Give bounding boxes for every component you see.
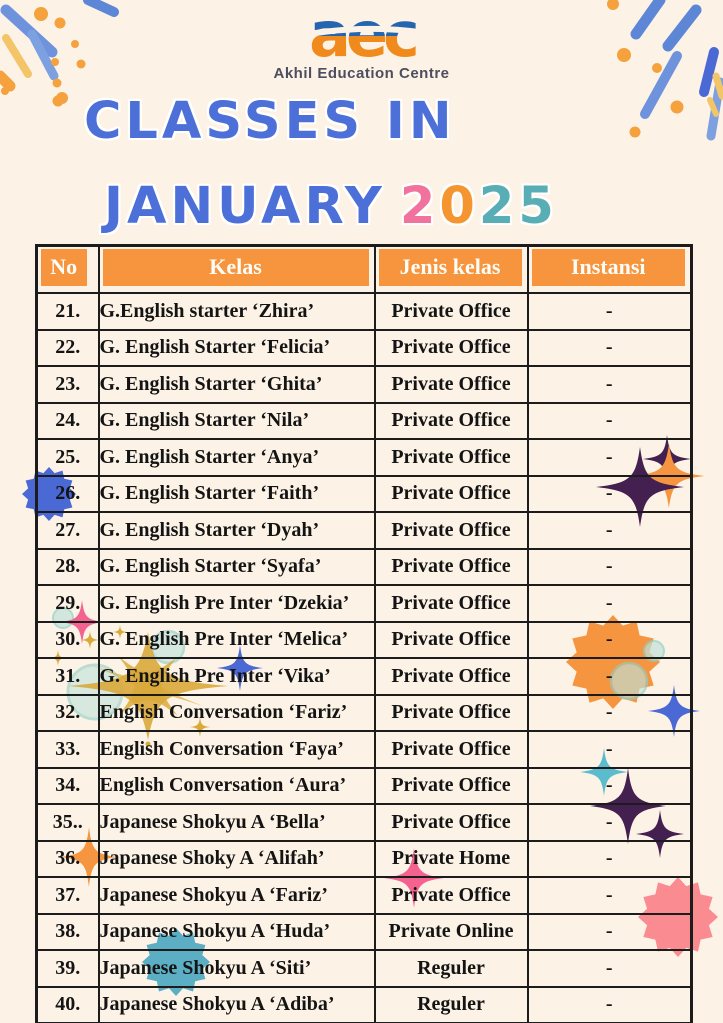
table-row <box>37 695 692 732</box>
svg-text:aec: aec <box>308 4 415 66</box>
table-row <box>37 841 692 878</box>
table-row <box>37 804 692 841</box>
table-row <box>37 877 692 914</box>
cell-jenis-kelas: Private Online <box>375 914 528 951</box>
cell-instansi: - <box>528 403 692 440</box>
cell-no: 34. <box>37 768 99 805</box>
cell-kelas: G. English Pre Inter ‘Vika’ <box>99 658 375 695</box>
table-row <box>37 914 692 951</box>
col-header-kelas: Kelas <box>99 246 375 294</box>
cell-no: 31. <box>37 658 99 695</box>
class-table-container <box>35 244 693 1023</box>
cell-kelas: English Conversation ‘Aura’ <box>99 768 375 805</box>
cell-jenis-kelas: Private Office <box>375 695 528 732</box>
table-row <box>37 987 692 1023</box>
table-row <box>37 622 692 659</box>
title-month: JANUARY <box>104 177 386 236</box>
title-line-1: CLASSES IN <box>84 92 456 151</box>
cell-instansi: - <box>528 768 692 805</box>
cell-instansi: - <box>528 439 692 476</box>
cell-no: 28. <box>37 549 99 586</box>
table-row <box>37 512 692 549</box>
cell-jenis-kelas: Private Office <box>375 330 528 367</box>
table-row <box>37 731 692 768</box>
cell-instansi: - <box>528 950 692 987</box>
cell-kelas: G. English Starter ‘Nila’ <box>99 403 375 440</box>
cell-kelas: G. English Starter ‘Ghita’ <box>99 366 375 403</box>
table-row <box>37 366 692 403</box>
cell-instansi: - <box>528 731 692 768</box>
cell-no: 21. <box>37 293 99 330</box>
cell-jenis-kelas: Private Office <box>375 439 528 476</box>
cell-kelas: G. English Pre Inter ‘Melica’ <box>99 622 375 659</box>
cell-no: 35.. <box>37 804 99 841</box>
page-title <box>0 92 723 236</box>
col-header-instansi: Instansi <box>528 246 692 294</box>
table-row <box>37 330 692 367</box>
table-header-row <box>37 246 692 294</box>
table-row <box>37 950 692 987</box>
cell-instansi: - <box>528 512 692 549</box>
cell-no: 29. <box>37 585 99 622</box>
cell-instansi: - <box>528 585 692 622</box>
cell-instansi: - <box>528 695 692 732</box>
cell-no: 38. <box>37 914 99 951</box>
cell-instansi: - <box>528 293 692 330</box>
logo-text: Akhil Education Centre <box>273 65 450 82</box>
cell-kelas: Japanese Shokyu A ‘Siti’ <box>99 950 375 987</box>
cell-kelas: English Conversation ‘Faya’ <box>99 731 375 768</box>
cell-no: 25. <box>37 439 99 476</box>
cell-instansi: - <box>528 841 692 878</box>
cell-jenis-kelas: Private Office <box>375 877 528 914</box>
cell-no: 39. <box>37 950 99 987</box>
cell-kelas: G. English Starter ‘Syafa’ <box>99 549 375 586</box>
table-row <box>37 439 692 476</box>
cell-no: 23. <box>37 366 99 403</box>
cell-jenis-kelas: Private Office <box>375 658 528 695</box>
cell-jenis-kelas: Private Office <box>375 768 528 805</box>
cell-kelas: G. English Starter ‘Felicia’ <box>99 330 375 367</box>
cell-kelas: G.English starter ‘Zhira’ <box>99 293 375 330</box>
cell-kelas: G. English Starter ‘Dyah’ <box>99 512 375 549</box>
cell-instansi: - <box>528 877 692 914</box>
class-table-body <box>37 293 692 1023</box>
cell-instansi: - <box>528 622 692 659</box>
table-row <box>37 293 692 330</box>
cell-jenis-kelas: Private Office <box>375 293 528 330</box>
cell-instansi: - <box>528 804 692 841</box>
cell-kelas: G. English Starter ‘Faith’ <box>99 476 375 513</box>
cell-no: 22. <box>37 330 99 367</box>
table-row <box>37 768 692 805</box>
cell-jenis-kelas: Reguler <box>375 987 528 1023</box>
cell-instansi: - <box>528 330 692 367</box>
cell-jenis-kelas: Private Office <box>375 731 528 768</box>
cell-jenis-kelas: Private Office <box>375 585 528 622</box>
table-row <box>37 549 692 586</box>
cell-jenis-kelas: Private Home <box>375 841 528 878</box>
cell-kelas: Japanese Shokyu A ‘Adiba’ <box>99 987 375 1023</box>
cell-instansi: - <box>528 476 692 513</box>
cell-kelas: G. English Starter ‘Anya’ <box>99 439 375 476</box>
cell-kelas: Japanese Shokyu A ‘Bella’ <box>99 804 375 841</box>
cell-kelas: Japanese Shoky A ‘Alifah’ <box>99 841 375 878</box>
col-header-no: No <box>37 246 99 294</box>
cell-no: 27. <box>37 512 99 549</box>
cell-jenis-kelas: Private Office <box>375 622 528 659</box>
cell-jenis-kelas: Reguler <box>375 950 528 987</box>
table-row <box>37 476 692 513</box>
class-table <box>35 244 693 1023</box>
cell-no: 32. <box>37 695 99 732</box>
cell-jenis-kelas: Private Office <box>375 512 528 549</box>
cell-kelas: English Conversation ‘Fariz’ <box>99 695 375 732</box>
title-line-2 <box>104 177 723 236</box>
cell-instansi: - <box>528 658 692 695</box>
cell-no: 33. <box>37 731 99 768</box>
table-row <box>37 585 692 622</box>
cell-jenis-kelas: Private Office <box>375 804 528 841</box>
cell-kelas: G. English Pre Inter ‘Dzekia’ <box>99 585 375 622</box>
cell-kelas: Japanese Shokyu A ‘Huda’ <box>99 914 375 951</box>
col-header-jenis-kelas: Jenis kelas <box>375 246 528 294</box>
cell-jenis-kelas: Private Office <box>375 366 528 403</box>
cell-instansi: - <box>528 366 692 403</box>
table-row <box>37 658 692 695</box>
title-year: 2025 <box>399 177 558 236</box>
aec-logo <box>0 4 723 82</box>
cell-no: 26. <box>37 476 99 513</box>
logo-mark <box>252 4 472 66</box>
cell-jenis-kelas: Private Office <box>375 549 528 586</box>
cell-no: 24. <box>37 403 99 440</box>
cell-instansi: - <box>528 549 692 586</box>
cell-no: 40. <box>37 987 99 1023</box>
cell-kelas: Japanese Shokyu A ‘Fariz’ <box>99 877 375 914</box>
cell-jenis-kelas: Private Office <box>375 476 528 513</box>
cell-jenis-kelas: Private Office <box>375 403 528 440</box>
cell-instansi: - <box>528 914 692 951</box>
table-row <box>37 403 692 440</box>
cell-no: 36. <box>37 841 99 878</box>
cell-instansi: - <box>528 987 692 1023</box>
cell-no: 37. <box>37 877 99 914</box>
cell-no: 30. <box>37 622 99 659</box>
